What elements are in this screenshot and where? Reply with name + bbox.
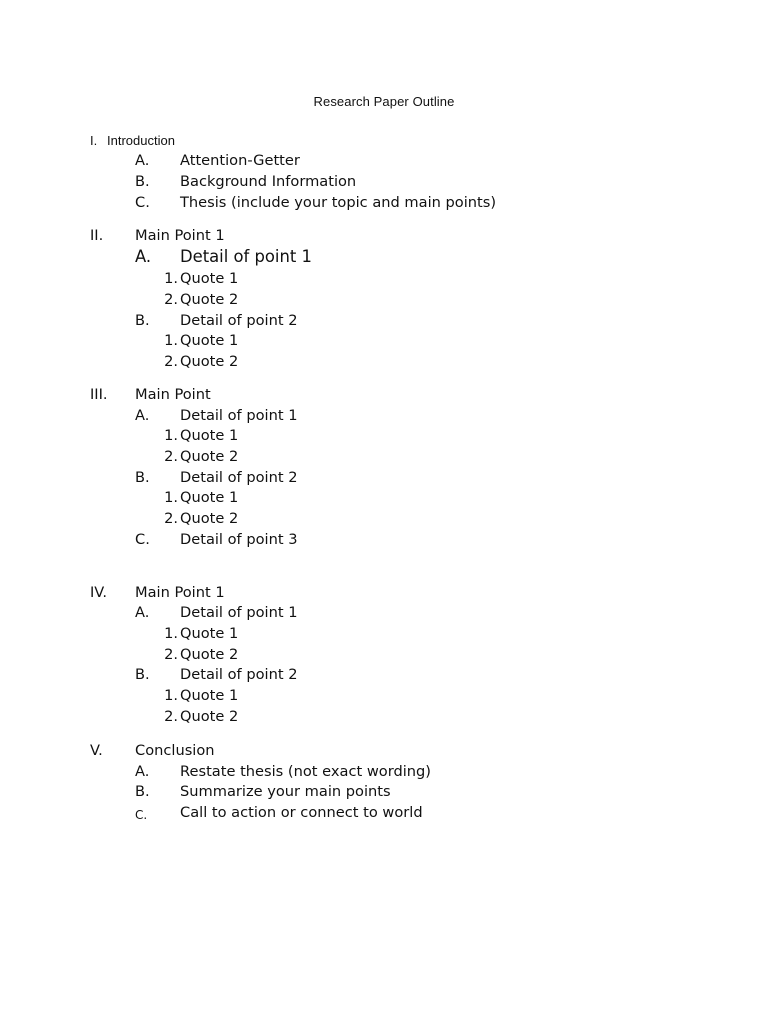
item-letter: B. [135,173,150,190]
section-label: Main Point 1 [135,227,225,244]
roman-numeral: III. [90,386,108,403]
quote-number: 1. [164,427,178,444]
quote-number: 2. [164,448,178,465]
quote-number: 1. [164,489,178,506]
item-letter: A. [135,763,150,780]
item-letter: C. [135,194,150,211]
quote-text: Quote 2 [180,646,239,663]
item-letter: B. [135,666,150,683]
quote-text: Quote 1 [180,270,239,287]
item-text: Thesis (include your topic and main points) [180,194,497,211]
item-letter: B. [135,469,150,486]
quote-number: 1. [164,625,178,642]
quote-number: 2. [164,510,178,527]
item-text: Detail of point 3 [180,531,298,548]
section-label: Main Point 1 [135,584,225,601]
item-text: Detail of point 2 [180,312,298,329]
item-text: Call to action or connect to world [180,804,423,821]
section-label: Main Point [135,386,211,403]
roman-numeral: II. [90,227,104,244]
quote-text: Quote 2 [180,448,239,465]
quote-text: Quote 2 [180,291,239,308]
quote-text: Quote 1 [180,625,239,642]
quote-text: Quote 1 [180,687,239,704]
item-letter: A. [135,247,152,266]
section-label: Conclusion [135,742,215,759]
roman-numeral: IV. [90,584,108,601]
item-letter: B. [135,783,150,800]
item-letter: A. [135,407,150,424]
item-text: Summarize your main points [180,783,391,800]
roman-numeral: V. [90,742,103,759]
quote-text: Quote 1 [180,489,239,506]
item-text: Background Information [180,173,357,190]
quote-text: Quote 1 [180,427,239,444]
quote-number: 1. [164,332,178,349]
item-letter: B. [135,312,150,329]
quote-text: Quote 2 [180,708,239,725]
quote-text: Quote 1 [180,332,239,349]
item-text: Detail of point 1 [180,247,312,266]
item-text: Restate thesis (not exact wording) [180,763,431,780]
quote-number: 1. [164,687,178,704]
item-letter: A. [135,604,150,621]
item-letter: A. [135,152,150,169]
item-text: Detail of point 2 [180,469,298,486]
item-letter: C. [135,808,148,822]
quote-number: 1. [164,270,178,287]
roman-numeral: I. [90,133,98,148]
document-title: Research Paper Outline [313,94,455,109]
quote-number: 2. [164,708,178,725]
quote-number: 2. [164,646,178,663]
item-text: Detail of point 1 [180,604,298,621]
item-text: Detail of point 2 [180,666,298,683]
quote-number: 2. [164,291,178,308]
section-label: Introduction [107,133,175,148]
quote-text: Quote 2 [180,353,239,370]
item-letter: C. [135,531,150,548]
item-text: Attention-Getter [180,152,300,169]
item-text: Detail of point 1 [180,407,298,424]
quote-text: Quote 2 [180,510,239,527]
quote-number: 2. [164,353,178,370]
